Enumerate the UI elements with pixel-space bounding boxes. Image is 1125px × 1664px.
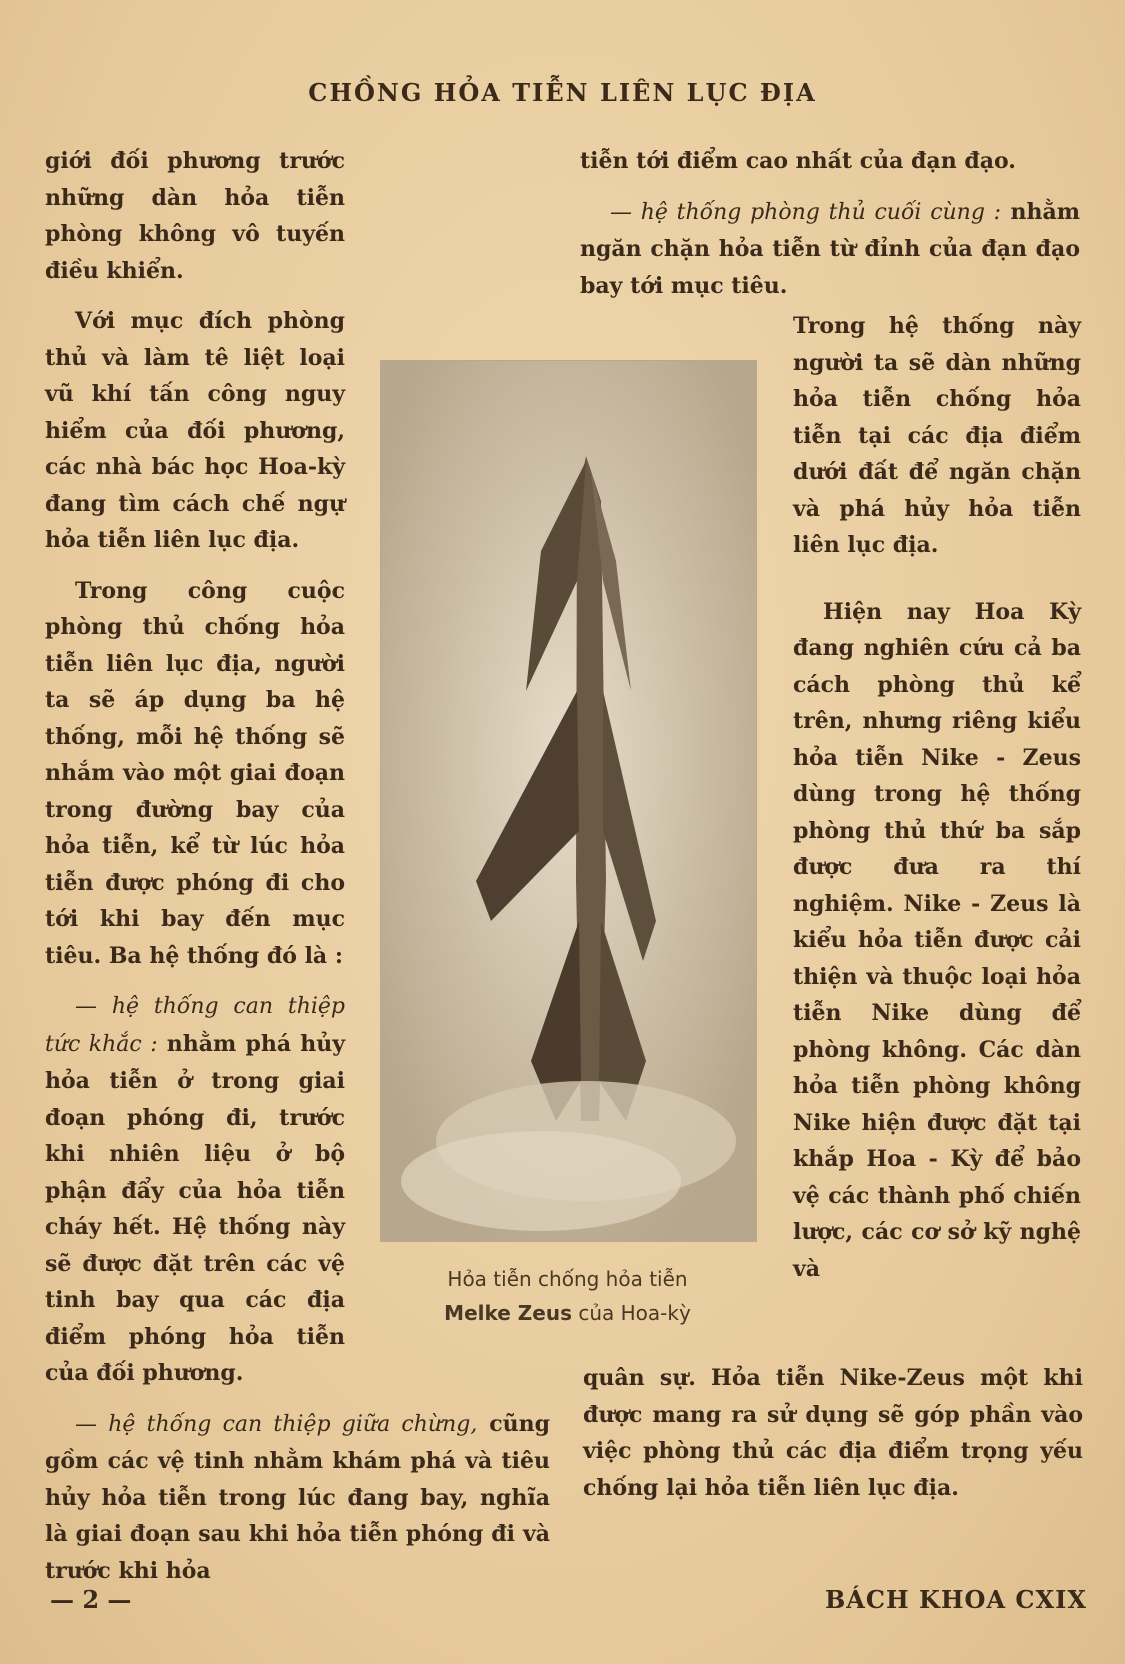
system-1-heading: — hệ thống can thiệp tức khắc : (45, 994, 345, 1057)
system-2-text: cũng gồm các vệ tinh nhằm khám phá và tiêu hủy hỏa tiễn trong lúc đang bay, nghĩa là giai đoạn sau khi hỏa tiễn phóng đi và trước khi hỏa (45, 1410, 550, 1584)
caption-line-2 (380, 1296, 755, 1330)
page-number: — 2 — (50, 1585, 132, 1614)
right-column-middle (793, 308, 1081, 1287)
system-1-text: nhằm phá hủy hỏa tiễn ở trong giai đoạn phóng đi, trước khi nhiên liệu ở bộ phận đẩy của hỏa tiễn cháy hết. Hệ thống này sẽ được đặt trên các vệ tinh bay qua các địa điểm phóng hỏa tiễn của đối phương. (45, 1030, 345, 1386)
page-header: CHỒNG HỎA TIỄN LIÊN LỤC ĐỊA (308, 78, 817, 107)
system-3-text: nhằm ngăn chặn hỏa tiễn từ đỉnh của đạn đạo bay tới mục tiêu. (580, 198, 1080, 299)
right-paragraph-1: tiễn tới điểm cao nhất của đạn đạo. (580, 148, 1016, 174)
left-paragraph-4 (45, 988, 345, 1392)
left-paragraph-2: Với mục đích phòng thủ và làm tê liệt loại vũ khí tấn công nguy hiểm của đối phương, các nhà bác học Hoa-kỳ đang tìm cách chế ngự hỏa tiễn liên lục địa. (45, 308, 345, 553)
system-3-heading: — hệ thống phòng thủ cuối cùng : (610, 199, 1002, 225)
caption-line-2-rest: của Hoa-kỳ (572, 1301, 691, 1325)
right-paragraph-2 (580, 194, 1080, 305)
right-paragraph-4: Hiện nay Hoa Kỳ đang nghiên cứu cả ba cách phòng thủ kể trên, nhưng riêng kiểu hỏa tiễn Nike - Zeus dùng trong hệ thống phòng thủ thứ ba sắp được đưa ra thí nghiệm. Nike - Zeus là kiểu hỏa tiễn được cải thiện và thuộc loại hỏa tiễn Nike dùng để phòng không. Các dàn hỏa tiễn phòng không Nike hiện được đặt tại khắp Hoa - Kỳ để bảo vệ các thành phố chiến lược, các cơ sở kỹ nghệ và (793, 598, 1081, 1282)
right-paragraph-3: Trong hệ thống này người ta sẽ dàn những hỏa tiễn chống hỏa tiễn tại các địa điểm dưới đất để ngăn chặn và phá hủy hỏa tiễn liên lục địa. (793, 313, 1081, 558)
caption-rocket-name: Melke Zeus (444, 1301, 572, 1325)
system-2-heading: — hệ thống can thiệp giữa chừng, (75, 1411, 478, 1437)
magazine-issue: BÁCH KHOA CXIX (824, 1585, 1087, 1614)
left-paragraph-5 (45, 1406, 550, 1590)
caption-line-1: Hỏa tiễn chống hỏa tiễn (447, 1267, 688, 1291)
right-paragraph-5: quân sự. Hỏa tiễn Nike-Zeus một khi được mang ra sử dụng sẽ góp phần vào việc phòng thủ các địa điểm trọng yếu chống lại hỏa tiễn liên lục địa. (583, 1365, 1083, 1501)
right-column-bottom (583, 1360, 1083, 1506)
right-column-top (580, 143, 1080, 304)
left-paragraph-3: Trong công cuộc phòng thủ chống hỏa tiễn liên lục địa, người ta sẽ áp dụng ba hệ thống, mỗi hệ thống sẽ nhắm vào một giai đoạn trong đường bay của hỏa tiễn, kể từ lúc hỏa tiễn được phóng đi cho tới khi bay đến mục tiêu. Ba hệ thống đó là : (45, 577, 345, 969)
photo-caption (380, 1262, 755, 1330)
left-paragraph-1: giới đối phương trước những dàn hỏa tiễn phòng không vô tuyến điều khiển. (45, 148, 345, 284)
rocket-photo (380, 360, 757, 1242)
